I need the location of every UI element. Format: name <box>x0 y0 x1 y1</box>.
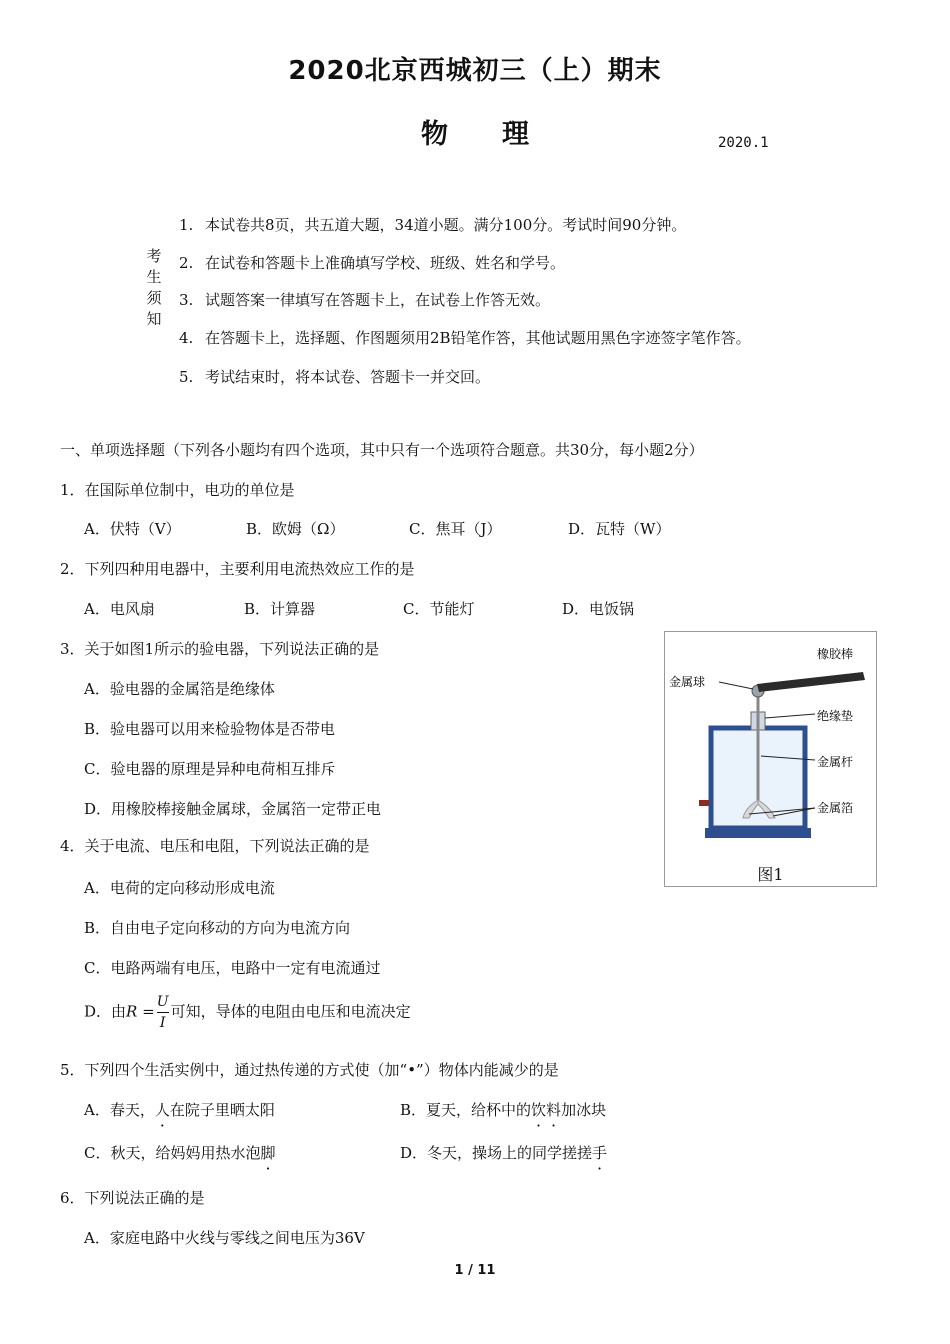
subject-title: 物 理 <box>421 119 529 150</box>
question-1-stem: 1．在国际单位制中，电功的单位是 <box>60 481 295 499</box>
question-2-option-c: C．节能灯 <box>403 600 475 618</box>
question-2-option-a: A．电风扇 <box>84 600 155 618</box>
side-knob <box>699 800 709 806</box>
option-text: 在院子里晒太阳 <box>169 1101 275 1119</box>
question-3-stem: 3．关于如图1所示的验电器，下列说法正确的是 <box>60 640 380 658</box>
figure-caption: 图1 <box>757 865 784 884</box>
resistance-symbol: R <box>126 1002 138 1021</box>
emphasized-char: 脚 <box>260 1144 276 1162</box>
notice-item-text: 在答题卡上，选择题、作图题须用2B铅笔作答，其他试题用黑色字迹签字笔作答。 <box>205 329 751 347</box>
leader-line-pad <box>765 714 815 718</box>
notice-item <box>179 214 686 235</box>
question-5-option-d <box>400 1142 607 1163</box>
question-2-stem: 2．下列四种用电器中，主要利用电流热效应工作的是 <box>60 560 415 578</box>
label-rubber-rod: 橡胶棒 <box>817 647 854 661</box>
question-1-option-d: D．瓦特（W） <box>568 520 671 538</box>
fraction-numerator: U <box>156 994 169 1010</box>
label-metal-foil: 金属箔 <box>817 801 854 815</box>
question-2-option-b: B．计算器 <box>244 600 316 618</box>
notice-item-number: 3. <box>179 291 194 309</box>
emphasized-char: 人 <box>154 1101 170 1119</box>
question-5-stem: 5．下列四个生活实例中，通过热传递的方式使（加“•”）物体内能减少的是 <box>60 1061 559 1079</box>
option-d-prefix: D．由 <box>84 1002 127 1021</box>
label-metal-ball: 金属球 <box>669 675 706 689</box>
notice-item-number: 4. <box>179 329 194 347</box>
question-1-option-c: C．焦耳（J） <box>409 520 502 538</box>
question-4-option-d <box>84 993 411 1032</box>
notice-item-text: 考试结束时，将本试卷、答题卡一并交回。 <box>205 368 491 386</box>
question-2-option-d: D．电饭锅 <box>562 600 635 618</box>
page-number: 1 / 11 <box>454 1263 496 1278</box>
question-4-option-b: B．自由电子定向移动的方向为电流方向 <box>84 919 351 937</box>
label-metal-rod: 金属杆 <box>817 755 854 769</box>
option-text: A．春天， <box>84 1101 155 1119</box>
leader-line-ball <box>719 682 753 689</box>
question-3-option-d: D．用橡胶棒接触金属球，金属箔一定带正电 <box>84 800 382 818</box>
question-5-option-c <box>84 1142 276 1163</box>
notice-item <box>179 366 490 387</box>
emphasized-char: 手 <box>592 1144 608 1162</box>
notice-item-number: 2. <box>179 254 194 272</box>
notice-item-number: 5. <box>179 368 194 386</box>
question-4-option-a: A．电荷的定向移动形成电流 <box>84 879 275 897</box>
question-3-option-c: C．验电器的原理是异种电荷相互排斥 <box>84 760 336 778</box>
question-5-option-a <box>84 1099 275 1120</box>
question-3-option-a: A．验电器的金属箔是绝缘体 <box>84 680 275 698</box>
section-heading: 一、单项选择题（下列各小题均有四个选项，其中只有一个选项符合题意。共30分，每小题2分） <box>60 441 704 459</box>
question-1-option-b: B．欧姆（Ω） <box>246 520 345 538</box>
fraction-bar <box>157 1012 169 1013</box>
notice-item-text: 本试卷共8页，共五道大题，34道小题。满分100分。考试时间90分钟。 <box>205 216 687 234</box>
fraction-u-over-i <box>157 993 169 1032</box>
notice-label: 考生须知 <box>146 247 162 328</box>
exam-date: 2020.1 <box>718 135 769 151</box>
notice-item-text: 在试卷和答题卡上准确填写学校、班级、姓名和学号。 <box>205 254 566 272</box>
question-5-option-b <box>400 1099 606 1120</box>
figure-1-electroscope <box>664 631 877 887</box>
notice-item <box>179 289 550 310</box>
label-insulating-pad: 绝缘垫 <box>817 709 854 723</box>
question-3-option-b: B．验电器可以用来检验物体是否带电 <box>84 720 336 738</box>
emphasized-char: 料 <box>546 1101 562 1119</box>
option-text: C．秋天，给妈妈用热水泡 <box>84 1144 261 1162</box>
rubber-rod <box>757 672 865 692</box>
emphasized-char: 饮 <box>531 1101 547 1119</box>
question-4-option-c: C．电路两端有电压，电路中一定有电流通过 <box>84 959 381 977</box>
notice-item-number: 1. <box>179 216 194 234</box>
option-text: 加冰块 <box>561 1101 607 1119</box>
option-text: B．夏天，给杯中的 <box>400 1101 532 1119</box>
question-4-stem: 4．关于电流、电压和电阻，下列说法正确的是 <box>60 837 370 855</box>
question-1-option-a: A．伏特（V） <box>84 520 181 538</box>
option-d-suffix: 可知，导体的电阻由电压和电流决定 <box>170 1002 411 1021</box>
option-text: D．冬天，操场上的同学搓搓 <box>400 1144 593 1162</box>
page-title: 2020北京西城初三（上）期末 <box>288 56 662 86</box>
fraction-denominator: I <box>159 1015 166 1031</box>
question-6-stem: 6．下列说法正确的是 <box>60 1189 205 1207</box>
notice-item <box>179 252 565 273</box>
notice-item-text: 试题答案一律填写在答题卡上，在试卷上作答无效。 <box>205 291 551 309</box>
equals-sign: = <box>137 1002 155 1021</box>
electroscope-illustration <box>665 632 876 886</box>
notice-item <box>179 327 751 348</box>
question-6-option-a: A．家庭电路中火线与零线之间电压为36V <box>84 1229 365 1247</box>
